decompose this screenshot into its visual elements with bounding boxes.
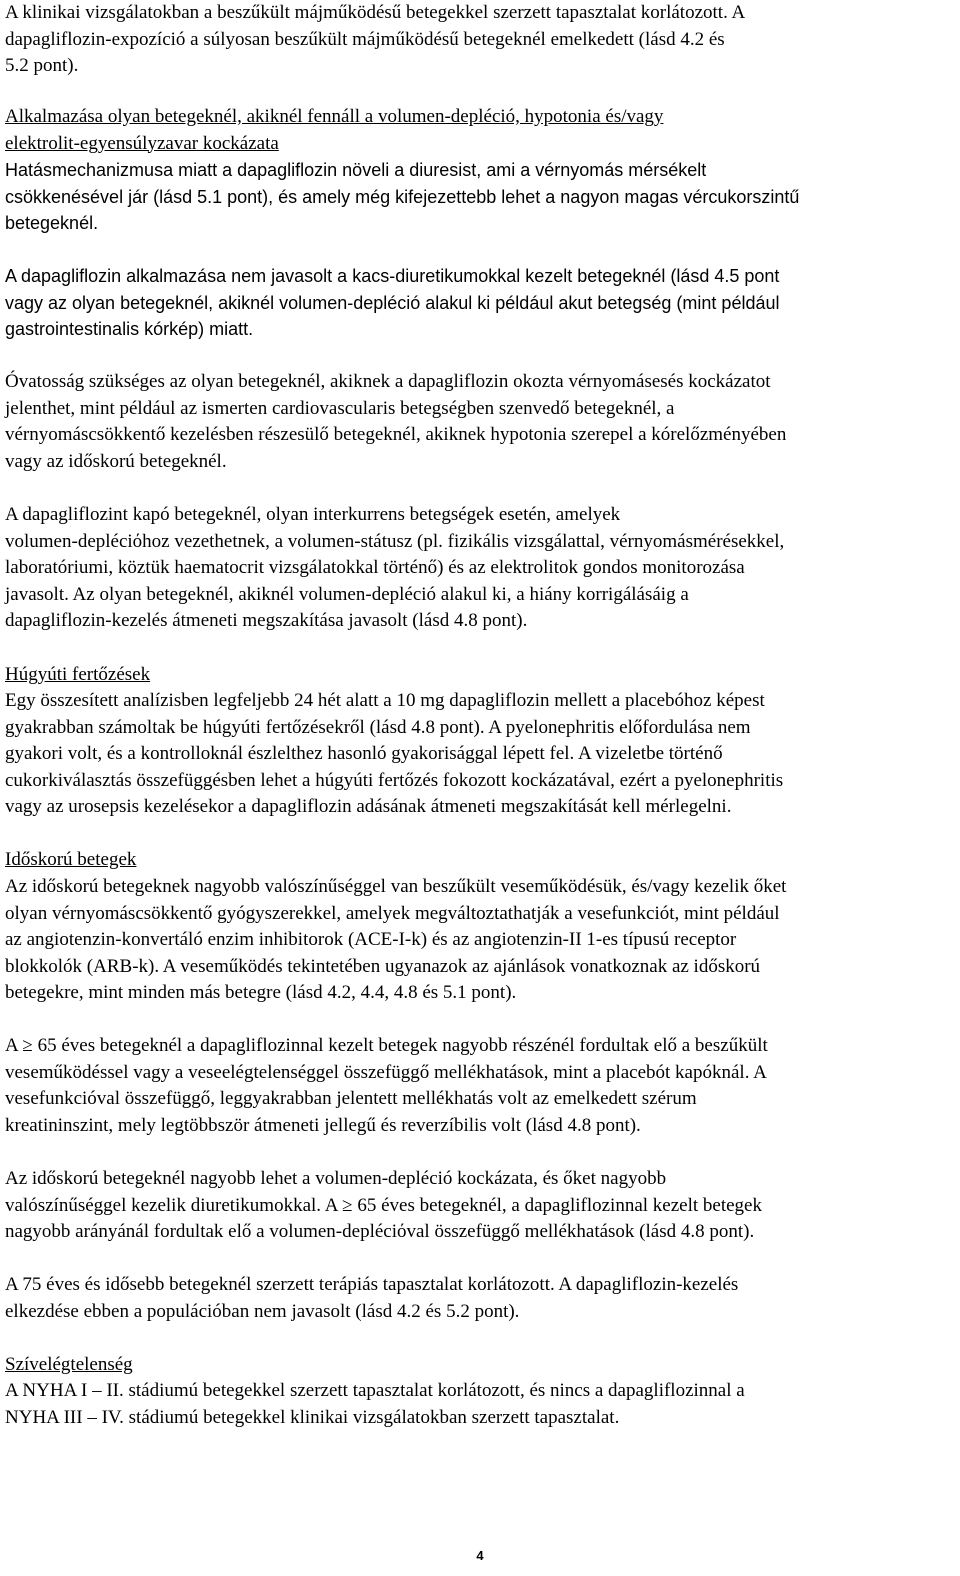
paragraph-caution: Óvatosság szükséges az olyan betegeknél, akiknek a dapagliflozin okozta vérnyomásesés kockázatot jelenthet, mint például az ismerten cardiovascularis betegségben szenvedő betegeknél, a vérnyomáscsökkentő kezelésben részesülő betegeknél, akiknek hypotonia szerepel a kórelőzményében vagy az időskorú betegeknél. [5, 371, 787, 472]
page-number: 4 [476, 1548, 484, 1563]
paragraph-75-plus: A 75 éves és idősebb betegeknél szerzett terápiás tapasztalat korlátozott. A dapagliflozin-kezelés elkezdése ebben a populációban nem javasolt (lásd 4.2 és 5.2 pont). [5, 1274, 739, 1322]
heading-heart-failure: Szívelégtelenség [5, 1354, 133, 1375]
paragraph-hepatic-impairment: A klinikai vizsgálatokban a beszűkült májműködésű betegekkel szerzett tapasztalat korlátozott. A dapagliflozin-expozíció a súlyosan beszűkült májműködésű betegeknél emelkedett (lásd 4.2 és 5.2 pont). [5, 2, 746, 77]
heading-elderly-patients: Időskorú betegek [5, 849, 137, 870]
heading-volume-depletion: Alkalmazása olyan betegeknél, akiknél fennáll a volumen-depléció, hypotonia és/vagy elektrolit-egyensúlyzavar kockázata [5, 106, 664, 154]
paragraph-mechanism: Hatásmechanizmusa miatt a dapagliflozin növeli a diuresist, ami a vérnyomás mérsékelt csökkenésével jár (lásd 5.1 pont), és amely még kifejezettebb lehet a nagyon magas vércukorszintű betegeknél. [5, 160, 800, 234]
paragraph-loop-diuretics: A dapagliflozin alkalmazása nem javasolt a kacs-diuretikumokkal kezelt betegeknél (lásd 4.5 pont vagy az olyan betegeknél, akiknél volumen-depléció alakul ki például akut betegség (mint például gastrointestinalis kórkép) miatt. [5, 266, 780, 340]
heading-urinary-tract-infections: Húgyúti fertőzések [5, 664, 151, 685]
paragraph-65-renal-adverse: A ≥ 65 éves betegeknél a dapagliflozinnal kezelt betegek nagyobb részénél fordultak elő a beszűkült veseműködéssel vagy a veseelégtelenséggel összefüggő mellékhatások, mint a placebót kapóknál. A vesefunkcióval összefüggő, leggyakrabban jelentett mellékhatás volt az emelkedett szérum kreatininszint, mely legtöbbször átmeneti jellegű és reverzíbilis volt (lásd 4.8 pont). [5, 1035, 768, 1136]
paragraph-uti: Egy összesített analízisben legfeljebb 24 hét alatt a 10 mg dapagliflozin mellett a placebóhoz képest gyakrabban számoltak be húgyúti fertőzésekről (lásd 4.8 pont). A pyelonephritis előfordulása nem gyakori volt, és a kontrolloknál észlelthez hasonló gyakorisággal lépett fel. A vizeletbe történő cukorkiválasztás összefüggésben lehet a húgyúti fertőzés fokozott kockázatával, ezért a pyelonephritis vagy az urosepsis kezelésekor a dapagliflozin adásának átmeneti megszakítását kell mérlegelni. [5, 690, 784, 818]
paragraph-nyha: A NYHA I – II. stádiumú betegekkel szerzett tapasztalat korlátozott, és nincs a dapagliflozinnal a NYHA III – IV. stádiumú betegekkel klinikai vizsgálatokban szerzett tapasztalat. [5, 1380, 745, 1428]
paragraph-elderly-volume: Az időskorú betegeknél nagyobb lehet a volumen-depléció kockázata, és őket nagyobb valószínűséggel kezelik diuretikumokkal. A ≥ 65 éves betegeknél, a dapagliflozinnal kezelt betegek nagyobb arányánál fordultak elő a volumen-depléciόval összefüggő mellékhatások (lásd 4.8 pont). [5, 1168, 762, 1243]
paragraph-intercurrent-illness: A dapagliflozint kapó betegeknél, olyan interkurrens betegségek esetén, amelyek volumen-depléciόhoz vezethetnek, a volumen-státusz (pl. fizikális vizsgálattal, vérnyomásmérésekkel, laboratóriumi, köztük haematocrit vizsgálatokkal történő) és az elektrolitok gondos monitorozása javasolt. Az olyan betegeknél, akiknél volumen-depléció alakul ki, a hiány korrigálásáig a dapagliflozin-kezelés átmeneti megszakítása javasolt (lásd 4.8 pont). [5, 504, 785, 632]
paragraph-elderly-renal: Az időskorú betegeknek nagyobb valószínűséggel van beszűkült veseműködésük, és/vagy kezelik őket olyan vérnyomáscsökkentő gyógyszerekkel, amelyek megváltoztathatják a vesefunkciót, mint például az angiotenzin-konvertáló enzim inhibitorok (ACE-I-k) és az angiotenzin-II 1-es típusú receptor blokkolók (ARB-k). A veseműködés tekintetében ugyanazok az ajánlások vonatkoznak az időskorú betegekre, mint minden más betegre (lásd 4.2, 4.4, 4.8 és 5.1 pont). [5, 876, 787, 1004]
